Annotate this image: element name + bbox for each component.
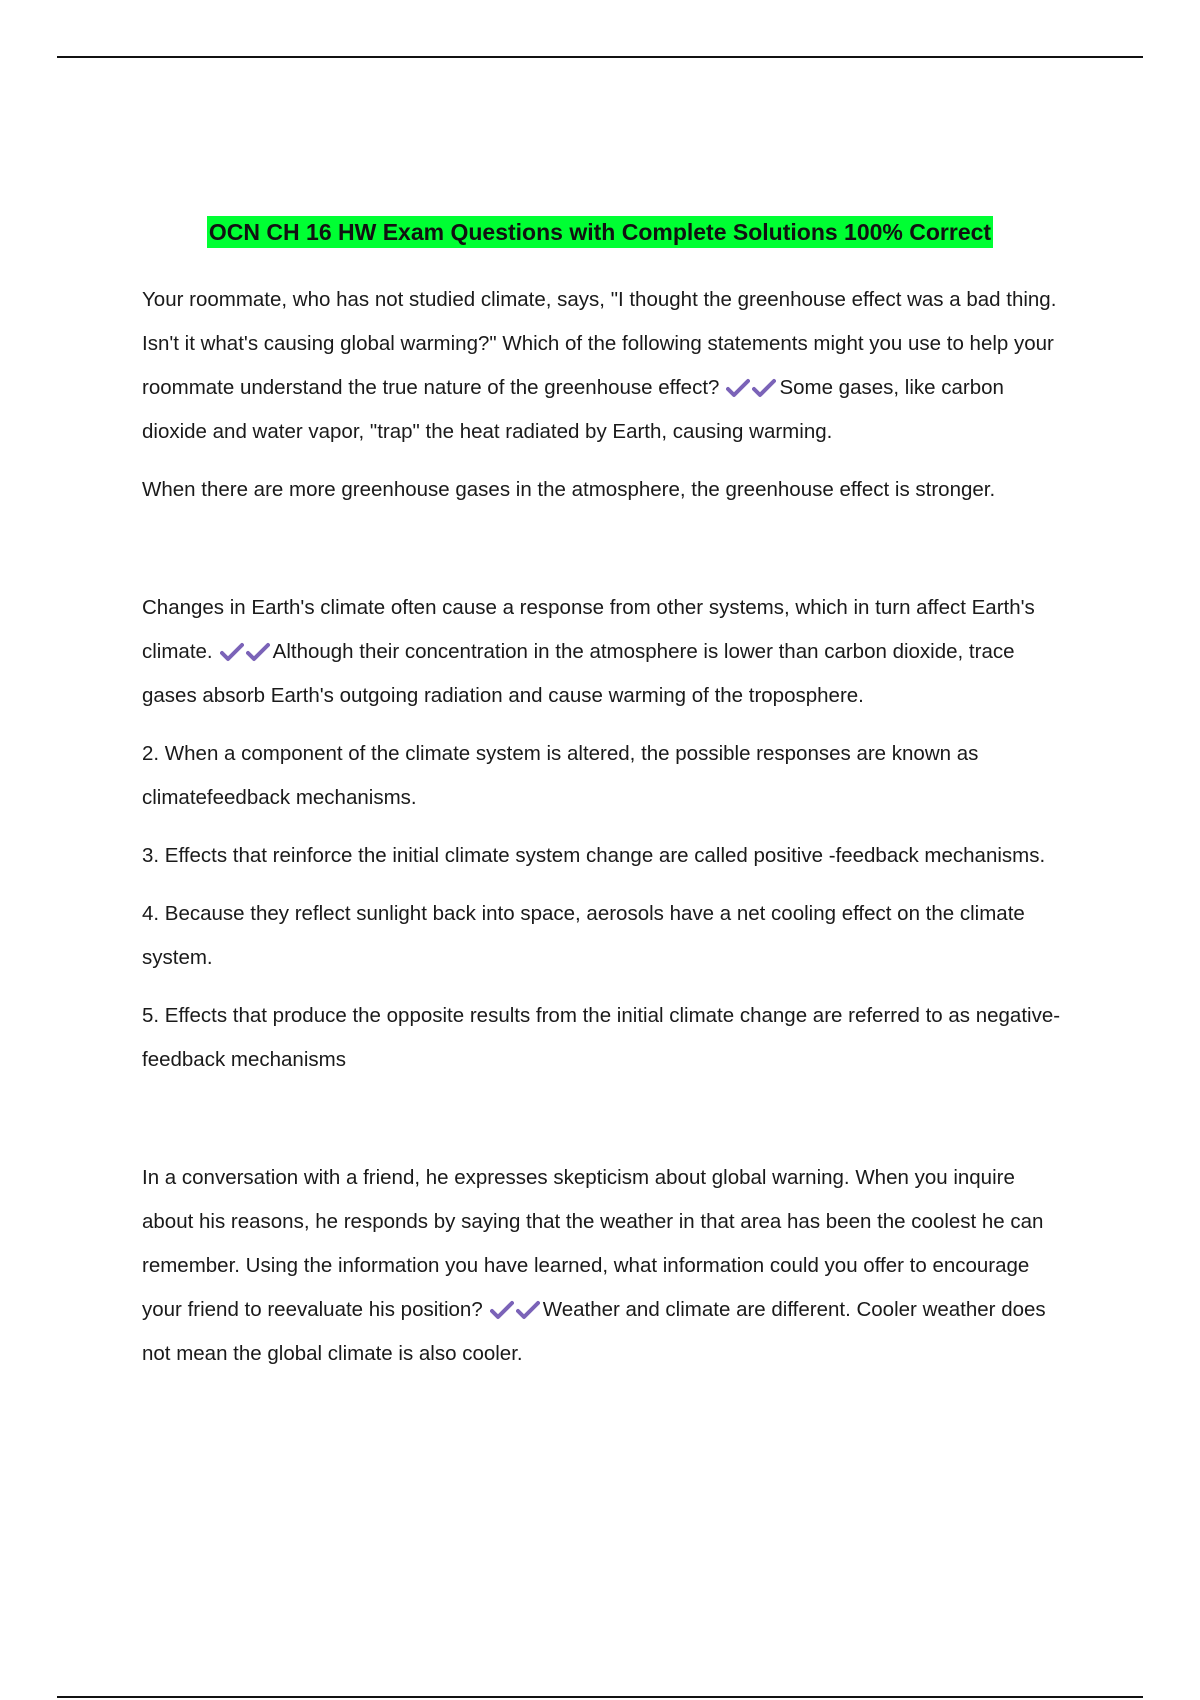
list-item: 3. Effects that reinforce the initial climate system change are called positive -feedback mechanisms.	[142, 844, 1046, 867]
double-checkmark-icon	[725, 366, 777, 410]
double-checkmark-icon	[489, 1288, 541, 1332]
checkmark-icon	[220, 642, 244, 662]
document-title: OCN CH 16 HW Exam Questions with Complete Solutions 100% Correct	[207, 216, 993, 248]
checkmark-icon	[516, 1300, 540, 1320]
list-item: 5. Effects that produce the opposite results from the initial climate change are referred to as negative- feedback mechanisms	[142, 1004, 1061, 1071]
answer-1-extra: When there are more greenhouse gases in the atmosphere, the greenhouse effect is stronger.	[142, 478, 996, 501]
list-item: 2. When a component of the climate system is altered, the possible responses are known as climatefeedback mechanisms.	[142, 742, 979, 809]
checkmark-icon	[726, 378, 750, 398]
title-block	[0, 216, 1200, 248]
question-1-text: Your roommate, who has not studied climate, says, "I thought the greenhouse effect was a bad thing. Isn't it what's causing global warming?" Which of the following statements might you use to help your roommate understand the true nature of the greenhouse effect?	[142, 288, 1057, 399]
question-2-text: Changes in Earth's climate often cause a response from other systems, which in turn affect Earth's climate.	[142, 596, 1035, 663]
checkmark-icon	[752, 378, 776, 398]
answer-2-text: Although their concentration in the atmosphere is lower than carbon dioxide, trace gases absorb Earth's outgoing radiation and cause warming of the troposphere.	[142, 640, 1015, 707]
top-rule	[57, 56, 1143, 58]
question-3-text: In a conversation with a friend, he expresses skepticism about global warning. When you inquire about his reasons, he responds by saying that the weather in that area has been the coolest he can remember. Using the information you have learned, what information could you offer to encourage your friend to reevaluate his position?	[142, 1166, 1044, 1321]
checkmark-icon	[246, 642, 270, 662]
question-2-paragraph	[142, 586, 1062, 718]
answer-3-text: Weather and climate are different. Cooler weather does not mean the global climate is also cooler.	[142, 1298, 1046, 1365]
double-checkmark-icon	[219, 630, 271, 674]
bottom-rule	[57, 1696, 1143, 1698]
question-3-paragraph	[142, 1156, 1062, 1376]
question-1-paragraph	[142, 278, 1062, 454]
list-item: 4. Because they reflect sunlight back into space, aerosols have a net cooling effect on the climate system.	[142, 902, 1025, 969]
answer-1-text: Some gases, like carbon dioxide and water vapor, "trap" the heat radiated by Earth, causing warming.	[142, 376, 1004, 443]
document-body	[142, 278, 1062, 1376]
checkmark-icon	[490, 1300, 514, 1320]
